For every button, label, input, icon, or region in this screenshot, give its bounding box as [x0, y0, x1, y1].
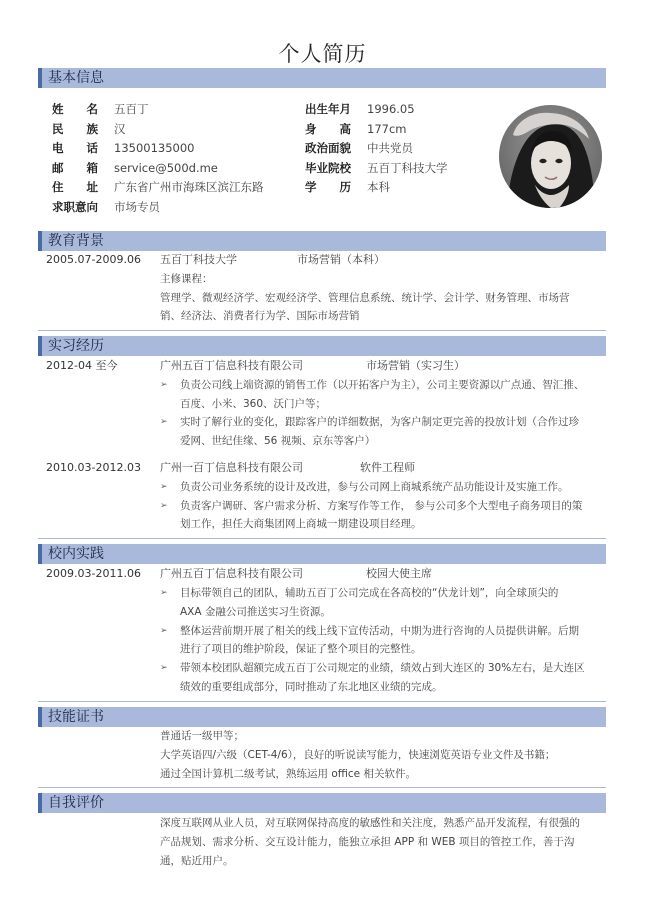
row-height: [305, 120, 406, 138]
education-major: 市场营销（本科）: [297, 253, 385, 266]
internship-bullet: 负责公司业务系统的设计及改进，参与公司网上商城系统产品功能设计及实施工作。: [180, 481, 569, 493]
school-label: 毕业院校: [305, 161, 351, 175]
phone-label: 电 话: [52, 141, 98, 155]
page-title: 个人简历: [278, 42, 367, 66]
arrow-bullet-icon: ➢: [160, 380, 168, 390]
row-name: [52, 100, 149, 118]
email-label: 邮 箱: [52, 161, 98, 175]
row-birth: [305, 100, 415, 118]
internship-role: 市场营销（实习生）: [366, 359, 465, 372]
skills-line: 普通话一级甲等；: [160, 730, 244, 742]
profile-photo: [499, 105, 602, 208]
section-header-education: [38, 231, 606, 251]
section-divider: [38, 538, 606, 539]
campus-bullet: 目标带领自己的团队，辅助五百丁公司完成在各高校的“伏龙计划”，向全球顶尖的: [180, 587, 559, 599]
row-degree: [305, 178, 390, 196]
self-eval-line: 通，贴近用户。: [160, 855, 234, 867]
internship-bullet-cont: 百度、小米、360、沃门户等；: [180, 398, 327, 410]
internship-date: 2012-04 至今: [46, 359, 118, 372]
row-phone: [52, 139, 194, 157]
internship-role: 软件工程师: [360, 461, 415, 474]
campus-bullet: 整体运营前期开展了相关的线上线下宣传活动，中期为进行咨询的人员提供讲解。后期: [180, 625, 579, 637]
section-divider: [38, 787, 606, 788]
row-email: [52, 159, 218, 177]
row-ethnic: [52, 120, 126, 138]
political-label: 政治面貌: [305, 141, 351, 155]
section-title-internship: 实习经历: [48, 338, 104, 354]
campus-bullet-cont: AXA 金融公司推送实习生资源。: [180, 606, 331, 618]
section-header-self: [38, 793, 606, 813]
section-title-skills: 技能证书: [48, 709, 104, 725]
section-title-education: 教育背景: [48, 233, 104, 249]
education-courses-label: 主修课程：: [160, 273, 213, 285]
internship-bullet: 负责公司线上端资源的销售工作（以开拓客户为主），公司主要资源以广点通、智汇推、: [180, 379, 585, 391]
portrait-illustration: [499, 105, 602, 208]
row-address: [52, 178, 264, 196]
section-header-skills: [38, 707, 606, 727]
intent-value: 市场专员: [114, 200, 160, 214]
education-date: 2005.07-2009.06: [46, 253, 141, 266]
arrow-bullet-icon: ➢: [160, 501, 168, 511]
self-eval-line: 深度互联网从业人员，对互联网保持高度的敏感性和关注度，熟悉产品开发流程，有很强的: [160, 817, 580, 829]
arrow-bullet-icon: ➢: [160, 588, 168, 598]
arrow-bullet-icon: ➢: [160, 482, 168, 492]
birth-value: 1996.05: [367, 102, 415, 116]
campus-bullet: 带领本校团队超额完成五百丁公司规定的业绩，绩效占到大连区的 30%左右，是大连区: [180, 662, 585, 674]
internship-date: 2010.03-2012.03: [46, 461, 141, 474]
skills-line: 大学英语四/六级（CET-4/6），良好的听说读写能力，快速浏览英语专业文件及书籍；: [160, 749, 556, 761]
email-value: service@500d.me: [114, 161, 218, 175]
height-label: 身 高: [305, 122, 351, 136]
section-title-basic: 基本信息: [48, 70, 104, 86]
row-school: [305, 159, 448, 177]
internship-company: 广州五百丁信息科技有限公司: [160, 359, 303, 372]
section-title-self: 自我评价: [48, 795, 104, 811]
campus-company: 广州五百丁信息科技有限公司: [160, 567, 303, 580]
section-divider: [38, 701, 606, 702]
row-political: [305, 139, 413, 157]
arrow-bullet-icon: ➢: [160, 417, 168, 427]
internship-bullet-cont: 爱网、世纪佳缘、56 视频、京东等客户）: [180, 435, 376, 447]
ethnic-value: 汉: [114, 122, 126, 136]
intent-label: 求职意向: [52, 200, 98, 214]
phone-value: 13500135000: [114, 141, 195, 155]
birth-label: 出生年月: [305, 102, 351, 116]
name-label: 姓 名: [52, 102, 98, 116]
section-header-campus: [38, 544, 606, 564]
campus-bullet-cont: 绩效的重要组成部分，同时推动了东北地区业绩的完成。: [180, 681, 443, 693]
internship-company: 广州一百丁信息科技有限公司: [160, 461, 303, 474]
section-divider: [38, 330, 606, 331]
name-value: 五百丁: [114, 102, 149, 116]
school-value: 五百丁科技大学: [367, 161, 448, 175]
height-value: 177cm: [367, 122, 407, 136]
address-value: 广东省广州市海珠区滨江东路: [114, 180, 264, 194]
section-header-basic: [38, 68, 606, 88]
self-eval-line: 产品规划、需求分析、交互设计能力，能独立承担 APP 和 WEB 项目的管控工作，善于沟: [160, 836, 575, 848]
education-school: 五百丁科技大学: [160, 253, 237, 266]
political-value: 中共党员: [367, 141, 413, 155]
arrow-bullet-icon: ➢: [160, 663, 168, 673]
campus-date: 2009.03-2011.06: [46, 567, 141, 580]
education-courses-line: 销、经济法、消费者行为学、国际市场营销: [160, 310, 360, 322]
address-label: 住 址: [52, 180, 98, 194]
internship-bullet: 负责客户调研、客户需求分析、方案写作等工作， 参与公司多个大型电子商务项目的策: [180, 500, 583, 512]
campus-role: 校园大使主席: [366, 567, 432, 580]
section-title-campus: 校内实践: [48, 546, 104, 562]
degree-label: 学 历: [305, 180, 351, 194]
arrow-bullet-icon: ➢: [160, 626, 168, 636]
skills-line: 通过全国计算机二级考试，熟练运用 office 相关软件。: [160, 768, 416, 780]
row-intent: [52, 198, 160, 216]
ethnic-label: 民 族: [52, 122, 98, 136]
degree-value: 本科: [367, 180, 390, 194]
campus-bullet-cont: 进行了项目的维护阶段，保证了整个项目的完整性。: [180, 643, 422, 655]
internship-bullet-cont: 划工作，担任大商集团网上商城一期建设项目经理。: [180, 518, 422, 530]
education-courses-line: 管理学、微观经济学、宏观经济学、管理信息系统、统计学、会计学、财务管理、市场营: [160, 292, 570, 304]
section-header-internship: [38, 336, 606, 356]
internship-bullet: 实时了解行业的变化，跟踪客户的详细数据，为客户制定更完善的投放计划（合作过珍: [180, 416, 579, 428]
